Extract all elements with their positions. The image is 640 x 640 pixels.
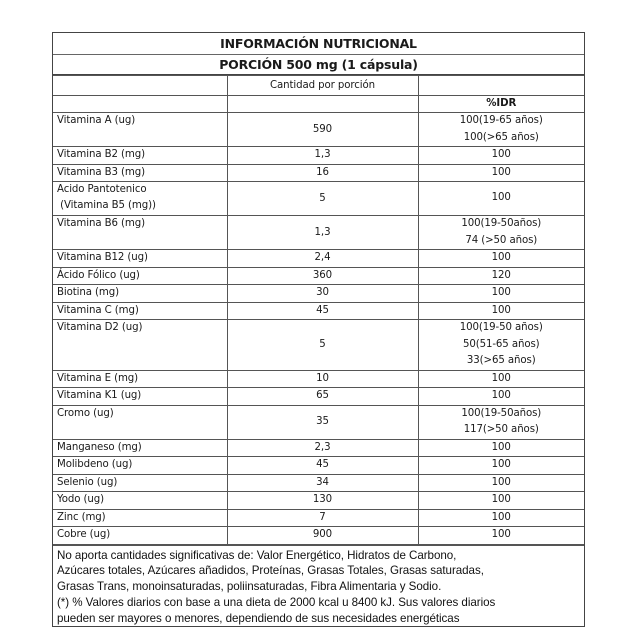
nutrient-name-line: Vitamina K1 (ug) xyxy=(57,390,142,401)
idr-value-line: 100 xyxy=(491,459,511,470)
nutrient-name-line: Cromo (ug) xyxy=(57,407,114,419)
nutrient-amount: 590 xyxy=(227,113,418,147)
idr-value-line: 100 xyxy=(491,149,511,160)
idr-value-line: 100(19-50años) xyxy=(461,218,542,229)
nutrient-name xyxy=(53,113,227,147)
nutrient-amount: 130 xyxy=(227,492,418,510)
footnote-line: Azúcares totales, Azúcares añadidos, Proteínas, Grasas Totales, Grasas saturadas, xyxy=(57,564,484,578)
nutrient-name-line: (Vitamina B5 (mg)) xyxy=(57,200,156,211)
footnote-line: No aporta cantidades significativas de: Valor Energético, Hidratos de Carbono, xyxy=(57,548,457,562)
nutrient-amount: 35 xyxy=(227,405,418,439)
nutrient-amount: 10 xyxy=(227,370,418,388)
nutrient-name-line: Zinc (mg) xyxy=(57,511,106,523)
nutrient-name xyxy=(53,164,227,182)
empty-header-cell xyxy=(418,76,584,96)
nutrient-name xyxy=(53,302,227,320)
nutrient-idr xyxy=(418,457,584,475)
nutrient-amount: 7 xyxy=(227,509,418,527)
nutrient-idr xyxy=(418,182,584,216)
nutrition-table xyxy=(53,75,584,545)
empty-header-cell xyxy=(53,96,227,113)
nutrient-idr xyxy=(418,370,584,388)
nutrient-row xyxy=(53,370,584,388)
nutrient-name xyxy=(53,527,227,545)
idr-value-line: 117(>50 años) xyxy=(463,424,539,435)
nutrient-name xyxy=(53,457,227,475)
nutrient-name xyxy=(53,492,227,510)
nutrient-idr xyxy=(418,216,584,250)
footnote-line: Grasas Trans, monoinsaturadas, poliinsaturadas, Fibra Alimentaria y Sodio. xyxy=(57,580,442,594)
nutrient-amount: 2,4 xyxy=(227,250,418,268)
idr-value-line: 50(51-65 años) xyxy=(462,338,540,350)
idr-value-line: 100 xyxy=(491,192,511,204)
idr-value-line: 100(19-50años) xyxy=(461,407,542,419)
nutrient-name xyxy=(53,370,227,388)
nutrient-idr xyxy=(418,113,584,147)
nutrient-name-line: Vitamina E (mg) xyxy=(57,372,139,384)
nutrition-title: INFORMACIÓN NUTRICIONAL xyxy=(53,33,584,55)
idr-value-line: 74 (>50 años) xyxy=(465,234,538,246)
nutrient-name-line: Selenio (ug) xyxy=(57,476,118,488)
idr-value-line: 100 xyxy=(491,476,511,488)
nutrient-name-line: Molibdeno (ug) xyxy=(57,459,133,470)
nutrient-amount: 5 xyxy=(227,182,418,216)
nutrient-name-line: Biotina (mg) xyxy=(57,287,119,298)
idr-value-line: 100(>65 años) xyxy=(463,131,539,143)
nutrient-name xyxy=(53,250,227,268)
nutrient-amount: 45 xyxy=(227,457,418,475)
nutrient-row xyxy=(53,320,584,371)
footnote-line: (*) % Valores diarios con base a una dieta de 2000 kcal u 8400 kJ. Sus valores diarios xyxy=(57,595,496,609)
idr-header-row xyxy=(53,96,584,113)
idr-value-line: 33(>65 años) xyxy=(466,355,536,366)
nutrient-idr xyxy=(418,474,584,492)
nutrient-row xyxy=(53,113,584,147)
nutrient-idr xyxy=(418,509,584,527)
idr-value-line: 100 xyxy=(491,166,511,178)
nutrient-name xyxy=(53,509,227,527)
nutrient-idr xyxy=(418,388,584,406)
nutrient-name-line: Vitamina B12 (ug) xyxy=(57,252,148,263)
nutrient-name-line: Vitamina A (ug) xyxy=(57,115,136,126)
idr-value-line: 100 xyxy=(491,372,511,384)
nutrition-facts-panel xyxy=(52,32,585,627)
nutrient-idr xyxy=(418,147,584,165)
nutrient-idr xyxy=(418,492,584,510)
nutrient-amount: 1,3 xyxy=(227,147,418,165)
idr-value-line: 100 xyxy=(491,304,511,316)
nutrient-row xyxy=(53,492,584,510)
idr-value-line: 100 xyxy=(491,494,511,505)
nutrient-row xyxy=(53,147,584,165)
nutrient-row xyxy=(53,216,584,250)
nutrient-idr xyxy=(418,439,584,457)
nutrient-amount: 360 xyxy=(227,267,418,285)
nutrient-name xyxy=(53,285,227,303)
empty-header-cell xyxy=(53,76,227,96)
nutrient-idr xyxy=(418,285,584,303)
nutrient-name xyxy=(53,388,227,406)
nutrient-amount: 30 xyxy=(227,285,418,303)
nutrient-row xyxy=(53,182,584,216)
nutrient-idr xyxy=(418,267,584,285)
nutrient-name-line: Vitamina B6 (mg) xyxy=(57,218,145,229)
nutrient-name-line: Vitamina C (mg) xyxy=(57,304,139,316)
idr-value-line: 100 xyxy=(491,441,511,453)
nutrient-amount: 45 xyxy=(227,302,418,320)
column-header-row xyxy=(53,76,584,96)
nutrient-name xyxy=(53,474,227,492)
idr-value-line: 100(19-65 años) xyxy=(459,115,543,126)
nutrient-amount: 34 xyxy=(227,474,418,492)
nutrient-amount: 5 xyxy=(227,320,418,371)
nutrient-name-line: Cobre (ug) xyxy=(57,529,111,540)
nutrient-name xyxy=(53,182,227,216)
nutrient-amount: 2,3 xyxy=(227,439,418,457)
nutrient-row xyxy=(53,388,584,406)
amount-column-header: Cantidad por porción xyxy=(227,76,418,96)
idr-value-line: 100 xyxy=(491,252,511,263)
nutrient-name-line: Vitamina B3 (mg) xyxy=(57,166,145,178)
empty-header-cell xyxy=(227,96,418,113)
nutrient-row xyxy=(53,285,584,303)
nutrient-idr xyxy=(418,527,584,545)
nutrient-name-line: Acido Pantotenico xyxy=(57,184,147,195)
nutrient-amount: 1,3 xyxy=(227,216,418,250)
nutrient-idr xyxy=(418,405,584,439)
nutrient-row xyxy=(53,405,584,439)
nutrient-row xyxy=(53,164,584,182)
nutrient-row xyxy=(53,457,584,475)
idr-value-line: 100 xyxy=(491,287,511,298)
nutrient-name xyxy=(53,320,227,371)
idr-value-line: 100 xyxy=(491,529,511,540)
nutrient-name xyxy=(53,216,227,250)
nutrient-name-line: Manganeso (mg) xyxy=(57,441,142,453)
nutrient-row xyxy=(53,474,584,492)
nutrient-name-line: Vitamina D2 (ug) xyxy=(57,322,143,333)
idr-column-header: %IDR xyxy=(418,96,584,113)
nutrient-idr xyxy=(418,250,584,268)
nutrient-row xyxy=(53,250,584,268)
nutrient-name-line: Ácido Fólico (ug) xyxy=(57,269,140,281)
idr-value-line: 100 xyxy=(491,390,511,401)
nutrient-name xyxy=(53,405,227,439)
idr-value-line: 100(19-50 años) xyxy=(459,322,543,333)
portion-title: PORCIÓN 500 mg (1 cápsula) xyxy=(53,55,584,75)
nutrient-name xyxy=(53,147,227,165)
nutrient-idr xyxy=(418,164,584,182)
nutrient-name-line: Vitamina B2 (mg) xyxy=(57,149,145,160)
nutrient-name-line: Yodo (ug) xyxy=(57,494,105,505)
footnote xyxy=(53,545,584,627)
nutrient-row xyxy=(53,302,584,320)
nutrient-amount: 16 xyxy=(227,164,418,182)
nutrient-name xyxy=(53,267,227,285)
nutrient-amount: 900 xyxy=(227,527,418,545)
footnote-line: pueden ser mayores o menores, dependiendo de sus necesidades energéticas xyxy=(57,611,460,625)
idr-value-line: 120 xyxy=(491,269,511,281)
idr-value-line: 100 xyxy=(491,511,511,523)
nutrient-row xyxy=(53,439,584,457)
nutrient-amount: 65 xyxy=(227,388,418,406)
nutrient-idr xyxy=(418,320,584,371)
nutrient-name xyxy=(53,439,227,457)
nutrient-row xyxy=(53,509,584,527)
nutrient-idr xyxy=(418,302,584,320)
nutrient-row xyxy=(53,267,584,285)
nutrient-row xyxy=(53,527,584,545)
